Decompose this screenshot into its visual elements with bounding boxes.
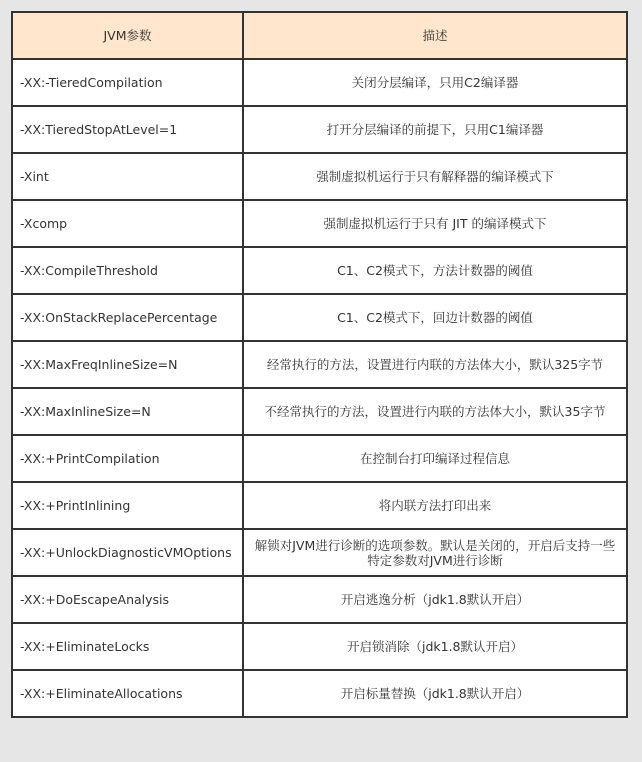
table-row (12, 482, 627, 529)
param-cell: -Xcomp (12, 200, 243, 247)
param-cell: -XX:+PrintCompilation (12, 435, 243, 482)
param-cell: -XX:CompileThreshold (12, 247, 243, 294)
header-desc: 描述 (243, 12, 627, 59)
desc-cell: 解锁对JVM进行诊断的选项参数。默认是关闭的，开启后支持一些特定参数对JVM进行诊断 (243, 529, 627, 576)
desc-cell: 经常执行的方法，设置进行内联的方法体大小，默认325字节 (243, 341, 627, 388)
param-cell: -Xint (12, 153, 243, 200)
desc-cell: 在控制台打印编译过程信息 (243, 435, 627, 482)
desc-cell: 不经常执行的方法，设置进行内联的方法体大小，默认35字节 (243, 388, 627, 435)
param-cell: -XX:TieredStopAtLevel=1 (12, 106, 243, 153)
table-row (12, 341, 627, 388)
table-row (12, 435, 627, 482)
param-cell: -XX:+UnlockDiagnosticVMOptions (12, 529, 243, 576)
table-header-row (12, 12, 627, 59)
param-cell: -XX:MaxInlineSize=N (12, 388, 243, 435)
param-cell: -XX:-TieredCompilation (12, 59, 243, 106)
desc-cell: 强制虚拟机运行于只有 JIT 的编译模式下 (243, 200, 627, 247)
desc-cell: 关闭分层编译，只用C2编译器 (243, 59, 627, 106)
table-row (12, 623, 627, 670)
desc-cell: 强制虚拟机运行于只有解释器的编译模式下 (243, 153, 627, 200)
header-param: JVM参数 (12, 12, 243, 59)
desc-cell: C1、C2模式下，回边计数器的阈值 (243, 294, 627, 341)
table-row (12, 388, 627, 435)
table-row (12, 576, 627, 623)
desc-cell: 开启逃逸分析（jdk1.8默认开启） (243, 576, 627, 623)
table-row (12, 153, 627, 200)
param-cell: -XX:OnStackReplacePercentage (12, 294, 243, 341)
desc-cell: 开启锁消除（jdk1.8默认开启） (243, 623, 627, 670)
desc-cell: 开启标量替换（jdk1.8默认开启） (243, 670, 627, 717)
param-cell: -XX:+PrintInlining (12, 482, 243, 529)
table-row (12, 247, 627, 294)
param-cell: -XX:+EliminateAllocations (12, 670, 243, 717)
table-row (12, 670, 627, 717)
param-cell: -XX:MaxFreqInlineSize=N (12, 341, 243, 388)
param-cell: -XX:+EliminateLocks (12, 623, 243, 670)
param-cell: -XX:+DoEscapeAnalysis (12, 576, 243, 623)
table-row (12, 59, 627, 106)
desc-cell: C1、C2模式下，方法计数器的阈值 (243, 247, 627, 294)
table-row (12, 106, 627, 153)
table-row (12, 200, 627, 247)
desc-cell: 打开分层编译的前提下，只用C1编译器 (243, 106, 627, 153)
table-row (12, 529, 627, 576)
table-row (12, 294, 627, 341)
jvm-params-table (11, 11, 628, 718)
desc-cell: 将内联方法打印出来 (243, 482, 627, 529)
